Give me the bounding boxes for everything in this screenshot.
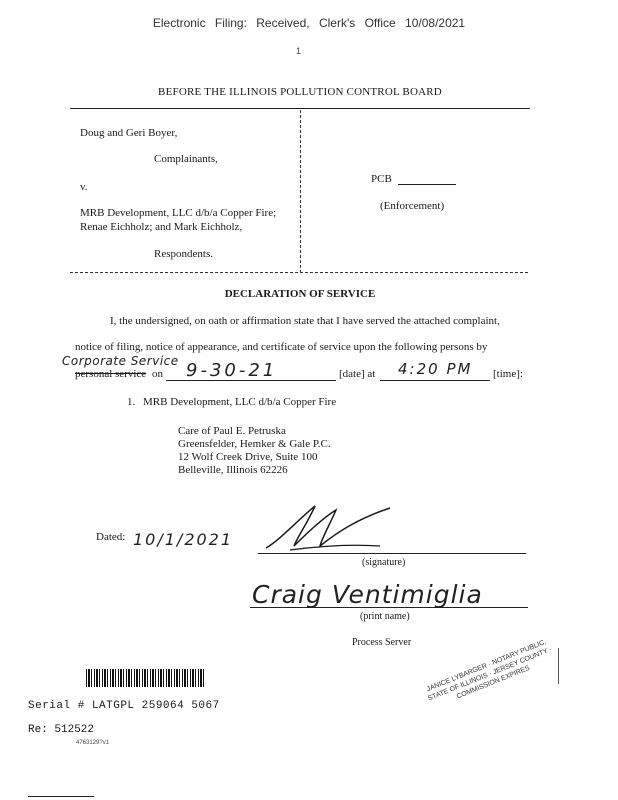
signature-line [258,553,526,554]
service-item-number: 1. [127,396,136,408]
respondents-label: Respondents. [154,248,213,260]
print-name-label: (print name) [360,611,410,622]
page-mark: 1 [296,46,302,56]
reference-number: Re: 512522 [28,724,95,736]
footer-rule [28,796,94,797]
board-title: BEFORE THE ILLINOIS POLLUTION CONTROL BOARD [158,86,442,98]
notary-seal: JANICE LYBARGER · NOTARY PUBLIC, STATE OF ILLINOIS · JERSEY COUNTY · COMMISSION EXPIRES [425,638,553,703]
versus: v. [80,181,88,193]
complainants-label: Complainants, [154,153,218,165]
handwritten-service-date: 9-30-21 [186,360,278,381]
barcode [86,669,206,687]
address-line: Belleville, Illinois 62226 [178,464,288,476]
pcb-label: PCB [371,173,392,185]
signature-scribble [260,500,400,560]
handwritten-dated: 10/1/2021 [133,530,234,549]
date-label: [date] at [339,368,376,380]
service-item-name: MRB Development, LLC d/b/a Copper Fire [143,396,337,408]
dated-label: Dated: [96,531,126,543]
address-line: Care of Paul E. Petruska [178,425,286,437]
signature-label: (signature) [362,557,406,568]
enforcement-label: (Enforcement) [380,200,445,212]
handwritten-service-method: Corporate Service [62,354,179,368]
title-rule [70,108,530,109]
print-name-line [250,607,528,608]
complainants-names: Doug and Geri Boyer, [80,127,178,139]
document-id: 4763129?v1 [76,740,110,746]
handwritten-service-time: 4:20 PM [398,360,473,378]
declaration-line1: I, the undersigned, on oath or affirmation state that I have served the attached complaint, [110,315,500,327]
address-line: 12 Wolf Creek Drive, Suite 100 [178,451,318,463]
on-label: on [152,368,163,380]
date-line [166,380,336,381]
respondents-line2: Renae Eichholz; and Mark Eichholz, [80,221,243,233]
filing-header: Electronic Filing: Received, Clerk's Office 10/08/2021 [152,16,466,30]
serial-number: Serial # LATGPL 259064 5067 [28,700,220,712]
declaration-line2: notice of filing, notice of appearance, and certificate of service upon the following persons by [75,341,488,353]
process-server-title: Process Server [352,637,412,648]
time-line [380,380,490,381]
declaration-heading: DECLARATION OF SERVICE [224,288,376,300]
caption-bottom-rule [70,272,528,273]
handwritten-printed-name: Craig Ventimiglia [252,580,483,609]
respondents-line1: MRB Development, LLC d/b/a Copper Fire; [80,207,277,219]
caption-divider [300,110,301,273]
time-label: [time]: [493,368,523,380]
address-line: Greensfelder, Hemker & Gale P.C. [178,438,331,450]
margin-mark [558,648,560,684]
struck-personal-service: personal service [75,368,147,380]
pcb-number-line [398,184,456,185]
